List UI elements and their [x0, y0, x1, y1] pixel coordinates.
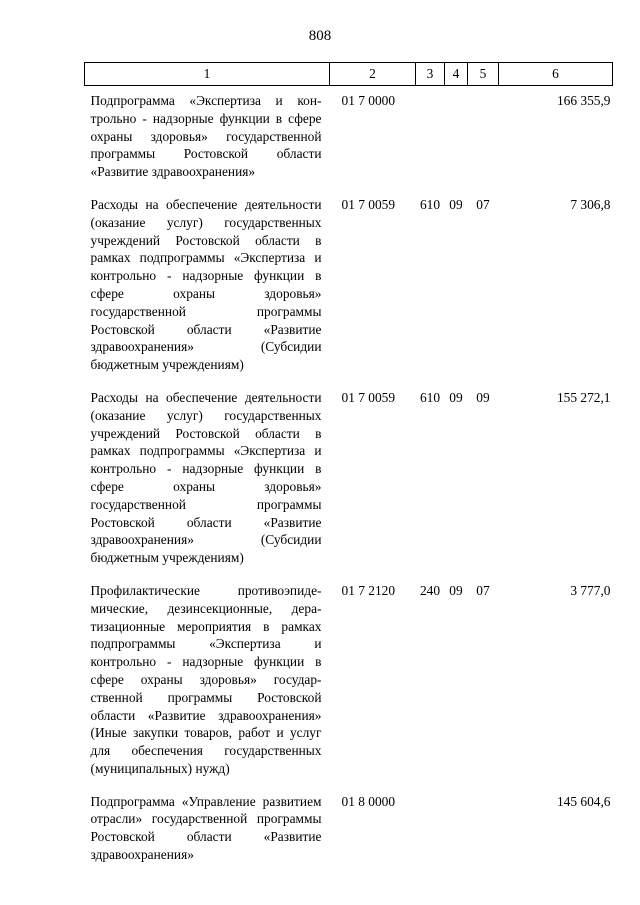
table-row — [85, 86, 613, 190]
header-cell-6: 6 — [499, 63, 613, 86]
header-cell-5: 5 — [468, 63, 499, 86]
header-row — [85, 63, 613, 86]
row-description: Профилактические противоэпидемические, дезинсекционные, дератизационные мероприятия в рамках подпрограммы «Экспертиза и контрольно - надзорные функции в сфере охраны здоровья» государственной программы Ростовской области «Развитие здравоохранения» (Иные закупки товаров, работ и услуг для обеспечения государственных (муниципальных) нужд) — [90, 582, 322, 776]
row-col-4 — [445, 86, 468, 190]
row-target-code: 01 8 0000 — [341, 793, 396, 809]
row-col-5 — [468, 86, 499, 190]
table-body — [85, 86, 613, 873]
table-row — [85, 383, 613, 576]
row-col-4: 09 — [449, 196, 463, 212]
header-cell-3: 3 — [416, 63, 445, 86]
row-target-code: 01 7 0059 — [341, 389, 396, 405]
row-description: Расходы на обеспечение деятельности (оказание услуг) государственных учреждений Ростовской области в рамках подпрограммы «Экспертиза и контрольно - надзорные функции в сфере охраны здоровья» государственной программы Ростовской области «Развитие здравоохранения» (Субсидии бюджетным учреждениям) — [90, 389, 322, 566]
row-amount: 3 777,0 — [570, 582, 611, 598]
row-description: Расходы на обеспечение деятельности (оказание услуг) государственных учреждений Ростовской области в рамках подпрограммы «Экспертиза и контрольно - надзорные функции в сфере охраны здоровья» государственной программы Ростовской области «Развитие здравоохранения» (Субсидии бюджетным учреждениям) — [90, 196, 322, 373]
table-row — [85, 787, 613, 873]
row-target-code: 01 7 0059 — [341, 196, 396, 212]
row-amount: 166 355,9 — [556, 93, 611, 108]
row-col-3: 240 — [419, 582, 441, 598]
row-col-3 — [416, 787, 445, 873]
row-col-5: 07 — [476, 196, 490, 212]
row-target-code: 01 7 2120 — [341, 582, 396, 598]
header-cell-1: 1 — [85, 63, 330, 86]
row-amount: 155 272,1 — [556, 389, 611, 405]
row-description: Подпрограмма «Управление развитием отрасли» государственной программы Ростовской области «Развитие здравоохранения» — [90, 793, 322, 863]
row-col-3: 610 — [419, 389, 441, 405]
row-col-3: 610 — [419, 196, 441, 212]
page-number: 808 — [308, 28, 332, 44]
table-row — [85, 190, 613, 383]
row-col-5: 07 — [476, 582, 490, 598]
row-col-4 — [445, 787, 468, 873]
row-target-code: 01 7 0000 — [341, 93, 396, 108]
row-amount: 7 306,8 — [570, 196, 611, 212]
row-col-4: 09 — [449, 389, 463, 405]
row-col-4: 09 — [449, 582, 463, 598]
row-col-3 — [416, 86, 445, 190]
table-row — [85, 576, 613, 787]
header-cell-4: 4 — [445, 63, 468, 86]
header-cell-2: 2 — [330, 63, 416, 86]
row-col-5 — [468, 787, 499, 873]
row-amount: 145 604,6 — [556, 793, 611, 809]
table-header — [85, 63, 613, 86]
row-col-5: 09 — [476, 389, 490, 405]
budget-table — [84, 62, 613, 873]
row-description: Подпрограмма «Экспертиза и контрольно - надзорные функции в сфере охраны здоровья» государственной программы Ростовской области «Развитие здравоохранения» — [90, 93, 322, 180]
